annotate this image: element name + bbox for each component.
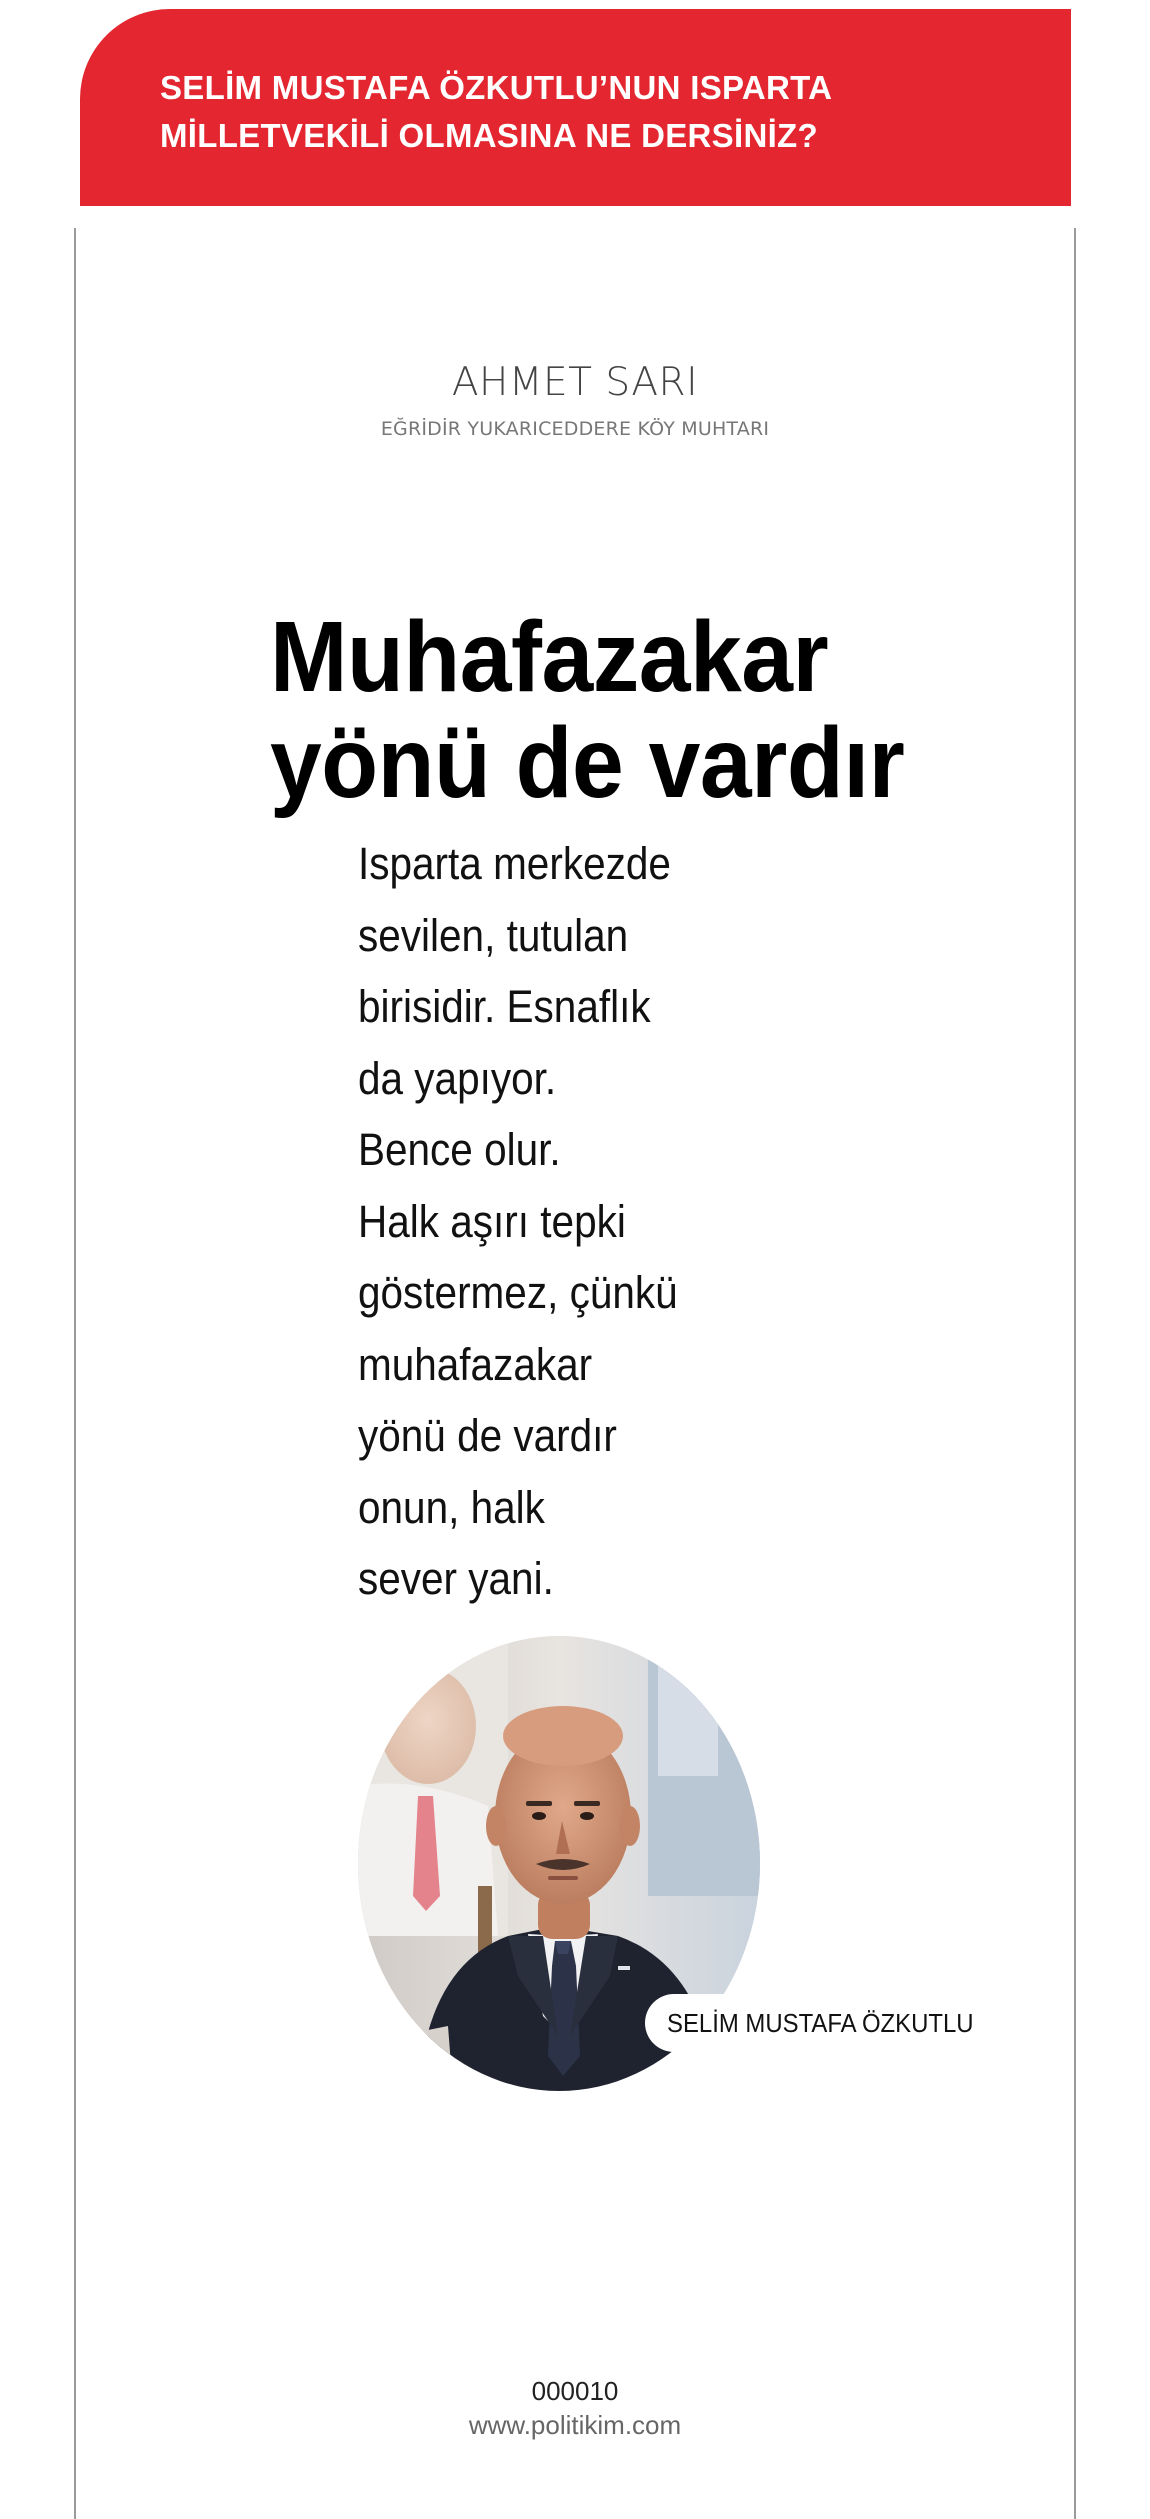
quote-line: Bence olur. <box>358 1124 561 1175</box>
banner-title <box>160 64 960 160</box>
quote-line: Isparta merkezde <box>358 838 671 889</box>
frame-right-border <box>1074 228 1076 2519</box>
banner-title-line-2: MİLLETVEKİLİ OLMASINA NE DERSİNİZ? <box>160 117 818 154</box>
quote-line: sever yani. <box>358 1553 554 1604</box>
quote-text <box>358 828 736 1615</box>
author-name: AHMET SARI <box>451 360 699 405</box>
headline-line-1: Muhafazakar <box>270 601 829 713</box>
frame-left-border <box>74 228 76 2519</box>
banner-title-line-1: SELİM MUSTAFA ÖZKUTLU’NUN ISPARTA <box>160 69 833 106</box>
quote-line: da yapıyor. <box>358 1052 557 1104</box>
headline-line-2: yönü de vardır <box>270 707 905 819</box>
headline <box>270 601 921 819</box>
quote-line: onun, halk <box>358 1481 545 1533</box>
author-role: EĞRİDİR YUKARICEDDERE KÖY MUHTARI <box>380 418 770 440</box>
header-banner <box>80 9 1071 206</box>
quote-line: birisidir. Esnaflık <box>358 981 651 1032</box>
quote-line: yönü de vardır <box>358 1410 617 1461</box>
site-url[interactable]: www.politikim.com <box>468 2410 682 2440</box>
photo-caption <box>645 1994 1024 2052</box>
quote-line: muhafazakar <box>358 1338 593 1390</box>
page-number: 000010 <box>531 2376 619 2406</box>
quote-line: Halk aşırı tepki <box>358 1195 626 1247</box>
quote-line: sevilen, tutulan <box>358 909 629 961</box>
photo-caption-text: SELİM MUSTAFA ÖZKUTLU <box>667 2007 974 2038</box>
quote-line: göstermez, çünkü <box>358 1267 678 1318</box>
